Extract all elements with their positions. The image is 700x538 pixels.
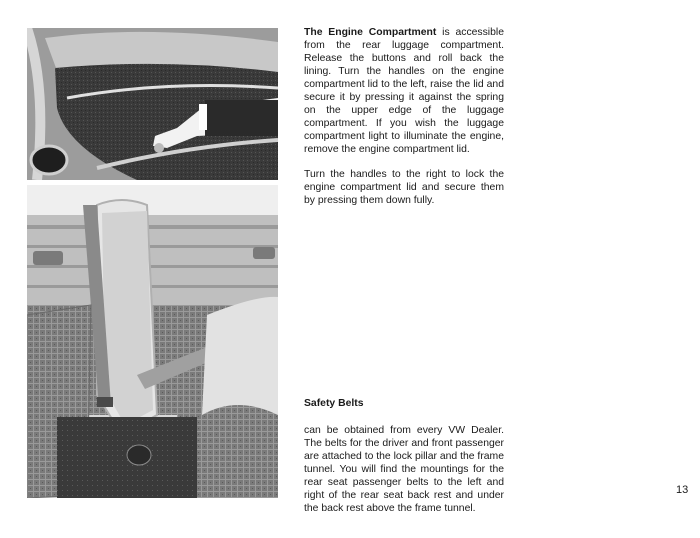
- safety-belt-photo: [27, 185, 278, 498]
- page-number: 13: [676, 484, 689, 496]
- engine-paragraph-1-text: is accessible from the rear luggage compartment. Release the buttons and roll back the lining. Turn the handles on the engine compartment lid to the left, raise the lid and secure it by pressing it against the spring on the upper edge of the luggage compartment. If you wish the luggage compartment light to illuminate the engine, remove the engine compartment lid.: [304, 27, 504, 155]
- luggage-compartment-photo: [27, 28, 278, 180]
- safety-belts-paragraph: can be obtained from every VW Dealer. The belts for the driver and front passenger are attached to the lock pillar and the frame tunnel. You will find the mountings for the rear seat passenger belts to the left and right of the rear seat back rest and under the back rest above the frame tunnel.: [304, 425, 504, 514]
- engine-compartment-section: [304, 26, 504, 207]
- engine-heading: The Engine Compartment: [304, 27, 437, 38]
- luggage-compartment-illustration: [27, 28, 278, 180]
- safety-belts-heading: Safety Belts: [304, 398, 364, 409]
- safety-belts-section: [304, 397, 504, 515]
- engine-paragraph-2: Turn the handles to the right to lock the engine compartment lid and secure them by pressing them down fully.: [304, 169, 504, 206]
- engine-paragraph-1: [304, 26, 504, 156]
- safety-belt-illustration: [27, 185, 278, 498]
